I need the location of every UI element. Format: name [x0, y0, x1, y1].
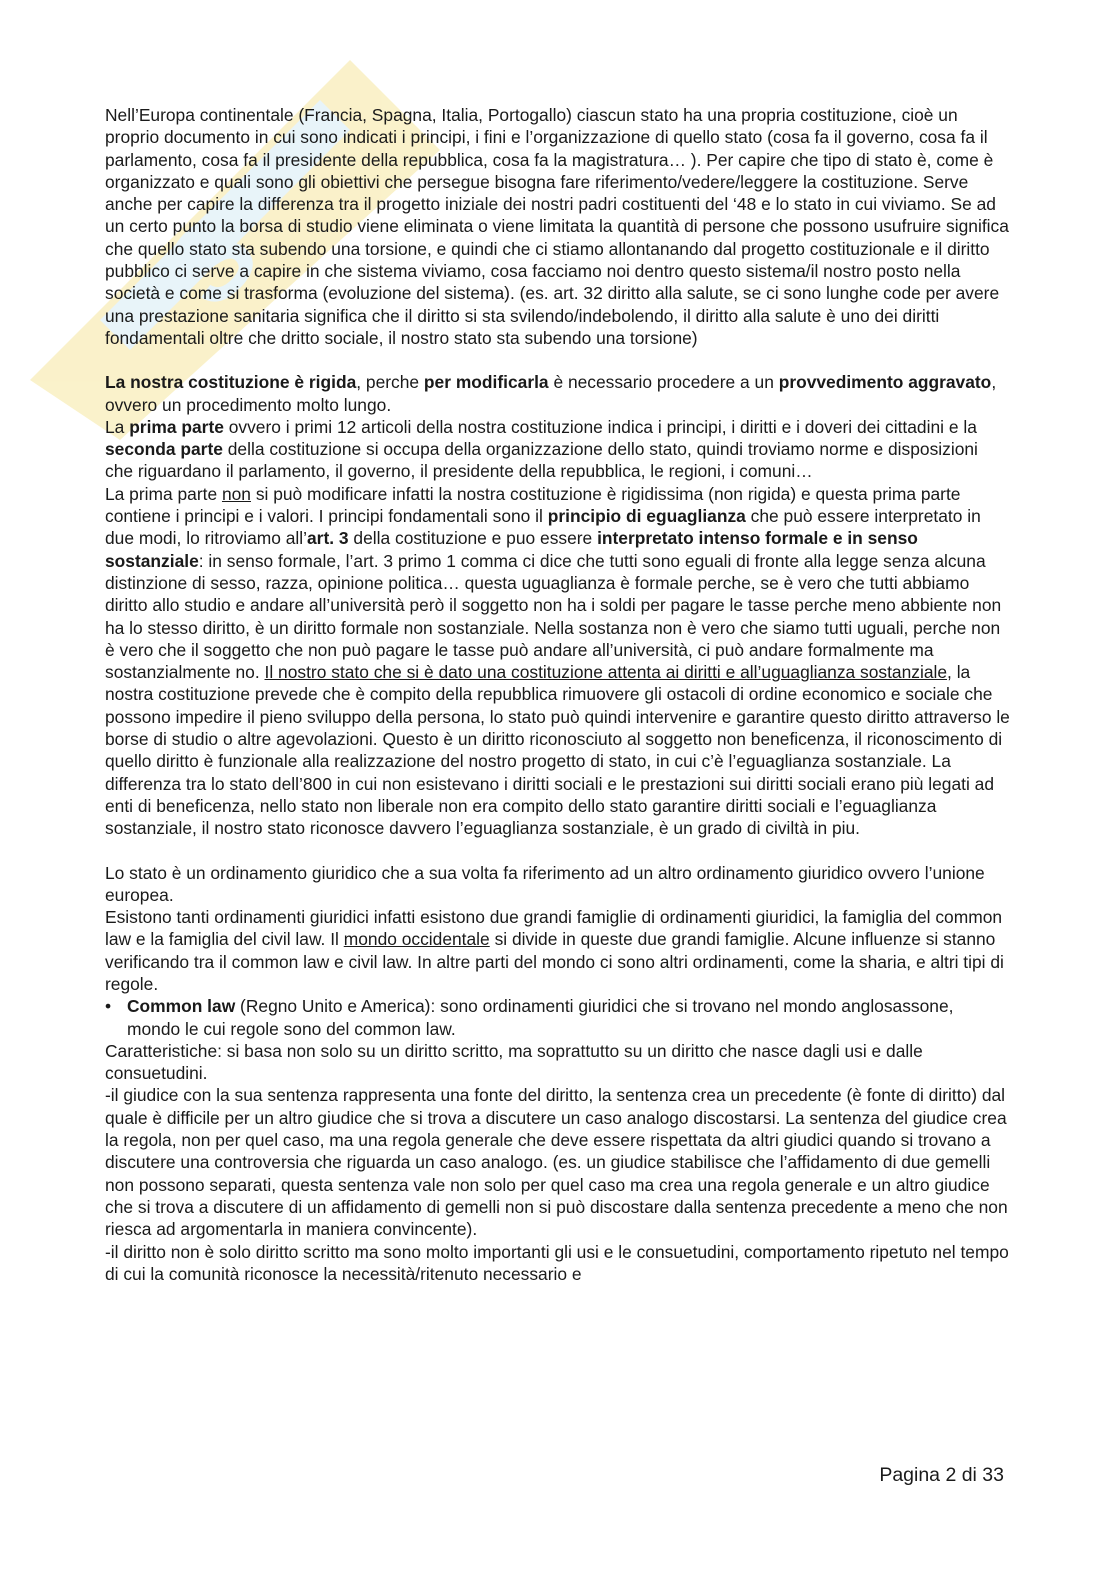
paragraph-rigid-constitution: La nostra costituzione è rigida, perche per modificarla è necessario procedere a un provvedimento aggravato, ovvero un procedimento molto lungo.	[105, 372, 997, 415]
bullet-text: Common law (Regno Unito e America): sono ordinamenti giuridici che si trovano nel mondo anglosassone, mondo le cui regole sono del common law.	[127, 996, 954, 1039]
bold-text: La nostra costituzione è rigida	[105, 372, 357, 393]
bullet-common-law	[105, 995, 1010, 1040]
paragraph-judge: -il giudice con la sua sentenza rappresenta una fonte del diritto, la sentenza crea un precedente (è fonte di diritto) dal quale è difficile per un altro giudice che si trova a discutere un caso analogo discostarsi. La sentenza del giudice crea la regola, non per quel caso, ma una regola generale che deve essere rispettata da altri giudici quando si trovano a discutere una controversia che riguarda un caso analogo. (es. un giudice stabilisce che l’affidamento di due gemelli non possono separati, questa sentenza vale non solo per quel caso ma crea una regola generale e un altro giudice che si trova a discutere di un affidamento di gemelli non si può discostare dalla sentenza precedente a meno che non riesca ad argomentarla in maniera convincente).	[105, 1085, 1008, 1240]
bold-text: principio di eguaglianza	[547, 506, 746, 527]
paragraph-equality: La prima parte non si può modificare infatti la nostra costituzione è rigidissima (non rigida) e questa prima parte contiene i principi e i valori. I principi fondamentali sono il principio di eguaglianza che può essere interpretato in due modi, lo ritroviamo all’art. 3 della costituzione e puo essere interpretato intenso formale e in senso sostanziale: in senso formale, l’art. 3 primo 1 comma ci dice che tutti sono eguali di fronte alla legge senza alcuna distinzione di sesso, razza, opinione politica… questa uguaglianza è formale perche, se è vero che tutti abbiamo diritto allo studio e andare all’università però il soggetto non ha i soldi per pagare le tasse perche meno abbiente non ha lo stesso diritto, è un diritto formale non sostanziale. Nella sostanza non è vero che siamo tutti uguali, perche non è vero che il soggetto che non può pagare le tasse può andare all’università, ci può andare formalmente ma sostanzialmente no. Il nostro stato che si è dato una costituzione attenta ai diritti e all’uguaglianza sostanziale, la nostra costituzione prevede che è compito della repubblica rimuovere gli ostacoli di ordine economico e sociale che possono impedire il pieno sviluppo della persona, lo stato può quindi intervenire e garantire questo diritto attraverso le borse di studio o altre agevolazioni. Questo è un diritto riconosciuto al soggetto non beneficenza, il riconoscimento di quello diritto è funzionale alla realizzazione del nostro progetto di stato, in cui c’è l’eguaglianza sostanziale. La differenza tra lo stato dell’800 in cui non esistevano i diritti sociali e le prestazioni sui diritti sociali erano più legati ad enti di beneficenza, nello stato non liberale non era compito dello stato garantire diritti sociali e l’eguaglianza sostanziale, il nostro stato riconosce davvero l’eguaglianza sostanziale, è un grado di civiltà in piu.	[105, 483, 1010, 839]
underlined-text: mondo occidentale	[343, 929, 490, 950]
bold-text: per modificarla	[423, 372, 549, 393]
bold-text: provvedimento aggravato	[778, 372, 992, 393]
paragraph-eu: Lo stato è un ordinamento giuridico che a sua volta fa riferimento ad un altro ordinamento giuridico ovvero l’unione europea.	[105, 862, 985, 905]
underlined-text: Il nostro stato che si è dato una costituzione attenta ai diritti e all’uguaglianza sostanziale	[264, 662, 948, 683]
paragraph-families: Esistono tanti ordinamenti giuridici infatti esistono due grandi famiglie di ordinamenti giuridici, la famiglia del common law e la famiglia del civil law. Il mondo occidentale si divide in queste due grandi famiglie. Alcune influenze si stanno verificando tra il common law e civil law. In altre parti del mondo ci sono altri ordinamenti, come la sharia, e altri tipi di regole.	[105, 907, 1004, 994]
bold-text: Common law	[127, 996, 236, 1017]
paragraph-characteristics: Caratteristiche: si basa non solo su un diritto scritto, ma soprattutto su un diritto che nasce dagli usi e dalle consuetudini.	[105, 1040, 923, 1084]
bullet-icon: •	[105, 996, 112, 1017]
watermark-letters: S	[142, 191, 282, 331]
page-number: Pagina 2 di 33	[879, 1464, 1004, 1486]
bold-text: interpretato intenso formale e in senso sostanziale	[105, 528, 918, 571]
document-body	[105, 104, 1010, 1285]
underlined-text: non	[221, 483, 251, 504]
paragraph-customs: -il diritto non è solo diritto scritto ma sono molto importanti gli usi e le consuetudini, comportamento ripetuto nel tempo di cui la comunità riconosce la necessità/ritenuto necessario e	[105, 1241, 1009, 1284]
bold-text: seconda parte	[105, 439, 223, 460]
paragraph-parts: La prima parte ovvero i primi 12 articoli della nostra costituzione indica i principi, i diritti e i doveri dei cittadini e la seconda parte della costituzione si occupa della organizzazione dello stato, quindi troviamo norme e disposizioni che riguardano il parlamento, il governo, il presidente della repubblica, le regioni, i comuni…	[105, 416, 978, 482]
paragraph-intro: Nell’Europa continentale (Francia, Spagna, Italia, Portogallo) ciascun stato ha una propria costituzione, cioè un proprio documento in cui sono indicati i principi, i fini e l’organizzazione di quello stato (cosa fa il governo, cosa fa il parlamento, cosa fa il presidente della repubblica, cosa fa la magistratura… ). Per capire che tipo di stato è, come è organizzato e quali sono gli obiettivi che persegue bisogna fare riferimento/vedere/leggere la costituzione. Serve anche per capire la differenza tra il progetto iniziale dei nostri padri costituenti del ‘48 e lo stato in cui viviamo. Se ad un certo punto la borsa di studio viene eliminata o viene limitata la quantità di persone che possono usufruire significa che quello stato sta subendo una torsione, e quindi che ci stiamo allontanando dal progetto costituzionale e il diritto pubblico ci serve a capire in che sistema viviamo, cosa facciamo noi dentro questo sistema/il nostro posto nella società e come si trasforma (evoluzione del sistema). (es. art. 32 diritto alla salute, se ci sono lunghe code per avere una prestazione sanitaria significa che il diritto si sta svilendo/indebolendo, il diritto alla salute è uno dei diritti fondamentali oltre che dritto sociale, il nostro stato sta subendo una torsione)	[105, 105, 1009, 348]
bold-text: prima parte	[129, 416, 224, 437]
bold-text: art. 3	[307, 528, 349, 549]
